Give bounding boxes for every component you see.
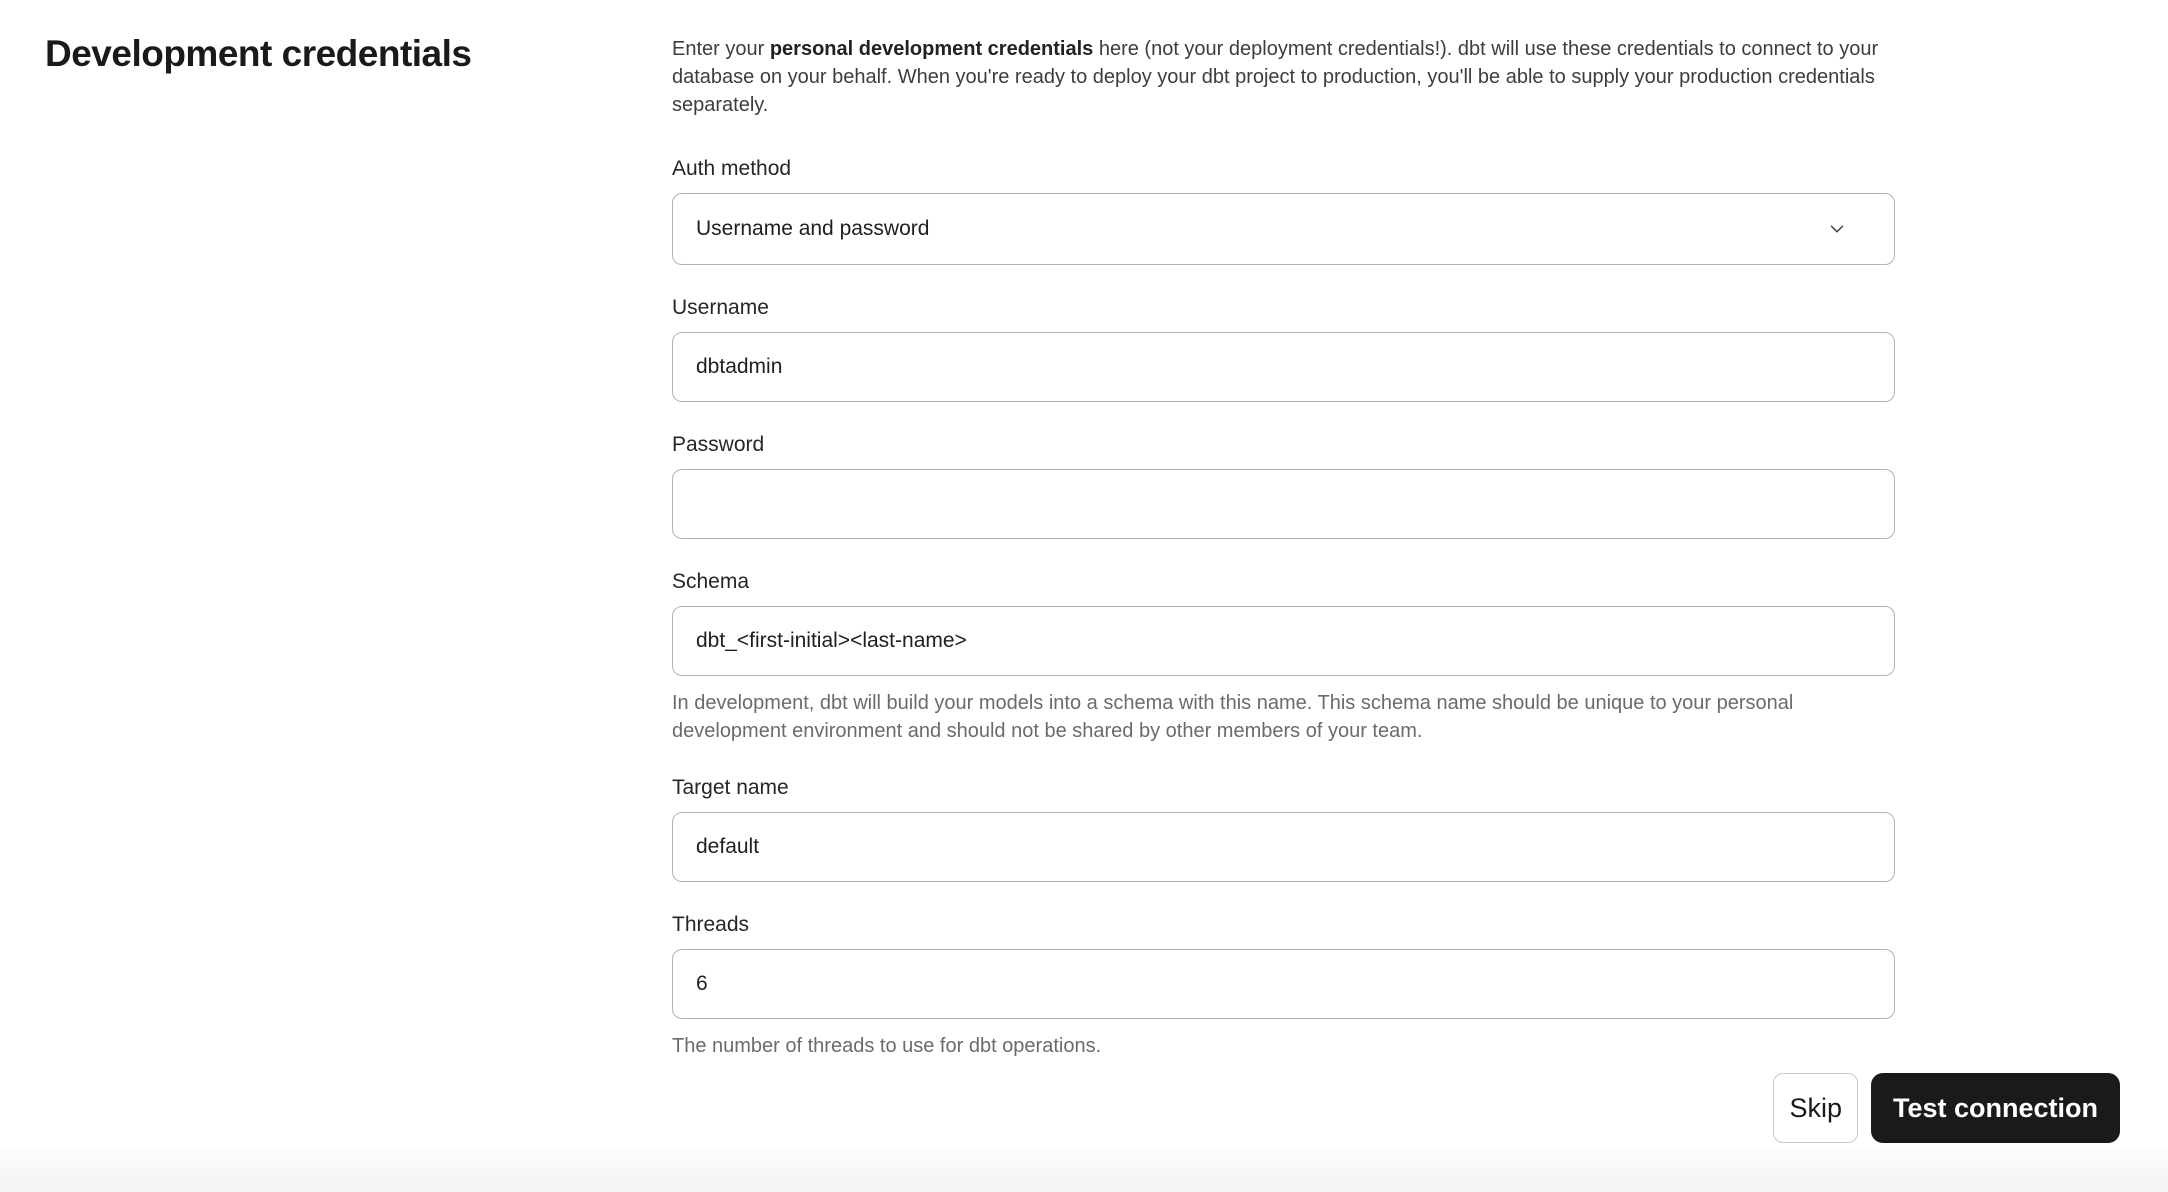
auth-method-select[interactable] xyxy=(672,193,1895,265)
threads-help-text: The number of threads to use for dbt operations. xyxy=(672,1035,1102,1057)
schema-label: Schema xyxy=(672,570,750,593)
target-name-label: Target name xyxy=(672,776,789,799)
page-title: Development credentials xyxy=(45,33,472,74)
threads-input[interactable] xyxy=(672,949,1895,1019)
username-input[interactable] xyxy=(672,332,1895,402)
bottom-gradient-strip xyxy=(0,1146,2168,1192)
schema-input[interactable] xyxy=(672,606,1895,676)
password-input[interactable] xyxy=(672,469,1895,539)
auth-method-label: Auth method xyxy=(672,157,792,180)
username-label: Username xyxy=(672,296,769,319)
intro-text-after: here (not your deployment credentials!). dbt will use these credentials to connect to your database on your behalf. When you're ready to deploy your dbt project to production, you'll be able to supply your production credentials separately. xyxy=(672,38,1879,116)
intro-text-bold: personal development credentials xyxy=(769,38,1094,60)
test-connection-button[interactable]: Test connection xyxy=(1871,1073,2120,1143)
username-field-group xyxy=(672,295,1895,402)
footer-actions xyxy=(1773,1073,2120,1143)
skip-button[interactable]: Skip xyxy=(1773,1073,1858,1143)
intro-description xyxy=(672,35,1895,119)
credentials-form xyxy=(672,30,1895,1090)
section-title-column xyxy=(45,30,672,1090)
auth-method-field xyxy=(672,156,1895,265)
target-name-field-group xyxy=(672,775,1895,882)
auth-method-selected-value: Username and password xyxy=(696,217,930,240)
password-field-group xyxy=(672,432,1895,539)
schema-field-group xyxy=(672,569,1895,745)
password-label: Password xyxy=(672,433,765,456)
intro-text-before: Enter your xyxy=(672,38,770,60)
threads-field-group xyxy=(672,912,1895,1060)
schema-help-text: In development, dbt will build your models into a schema with this name. This schema name should be unique to your personal development environment and should not be shared by other members of your team. xyxy=(672,692,1794,742)
target-name-input[interactable] xyxy=(672,812,1895,882)
chevron-down-icon xyxy=(1826,218,1848,240)
threads-label: Threads xyxy=(672,913,750,936)
